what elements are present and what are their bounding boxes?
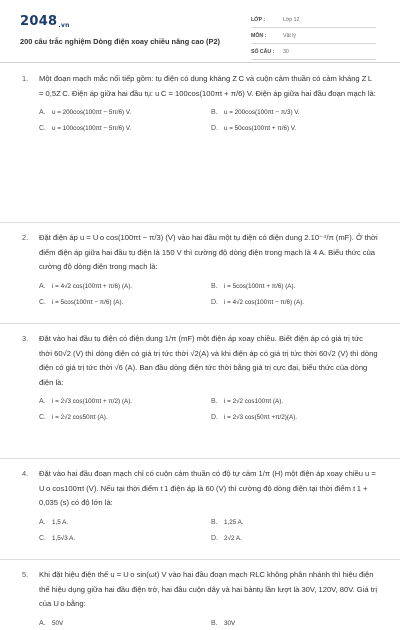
option-letter: D.: [211, 414, 218, 422]
option-text: 1,25 A.: [224, 518, 244, 526]
option-text: i = 4√2 cos(100πt + π/6) (A).: [52, 282, 133, 290]
option-text: 50V: [52, 619, 64, 627]
answer-option[interactable]: [211, 618, 371, 630]
page-header: [0, 0, 400, 63]
meta-value: Lớp 12: [283, 16, 300, 23]
option-text: i = 5cos(100πt + π/6) (A).: [224, 282, 296, 290]
meta-table: [251, 12, 376, 60]
option-text: i = 2√3 cos(100πt + π/2) (A).: [52, 398, 133, 406]
meta-row-count: [251, 44, 376, 60]
site-logo[interactable]: [20, 14, 70, 29]
answer-options: [39, 517, 378, 545]
option-text: i = 2√3 cos(50πt +π/2)(A).: [224, 414, 298, 422]
option-letter: B.: [211, 518, 218, 526]
option-letter: D.: [211, 125, 218, 133]
option-letter: C.: [39, 414, 46, 422]
question-number: 2.: [22, 233, 29, 242]
logo-suffix: .vn: [58, 22, 70, 29]
question-item: [0, 223, 400, 324]
meta-value: 30: [283, 48, 289, 55]
answer-option[interactable]: [211, 123, 371, 135]
answer-option[interactable]: [211, 281, 371, 293]
question-text: Một đoạn mạch mắc nối tiếp gồm: tụ điện có dung kháng Z C và cuộn cảm thuần có cảm kháng Z L = 0,5Z C. Điện áp giữa hai đầu tụ: u C = 100cos(100πt + π/6) V. Điện áp giữa hai đầu đoạn mạch là:: [39, 74, 376, 98]
question-number: 1.: [22, 74, 29, 83]
question-item: [0, 72, 400, 223]
option-text: 30V: [224, 619, 236, 627]
document-title: 200 câu trắc nghiệm Dòng điện xoay chiều nâng cao (P2): [20, 37, 221, 46]
option-text: 2√2 A.: [224, 534, 242, 542]
answer-option[interactable]: [39, 281, 211, 293]
answer-option[interactable]: [211, 412, 371, 424]
answer-option[interactable]: [211, 107, 371, 119]
answer-options: [39, 281, 378, 309]
meta-row-subject: [251, 28, 376, 44]
option-letter: A.: [39, 282, 46, 290]
question-text: Đặt điện áp u = U o cos(100πt − π/3) (V) vào hai đầu một tụ điện có điện dung 2.10⁻⁴/π (mF). Ở thời điểm điện áp giữa hai đầu tụ điện là 150 V thì cường độ dòng điện trong mạch là 4 A. Biểu thức của cường độ dòng điện trong mạch là:: [39, 233, 378, 272]
answer-option[interactable]: [39, 412, 211, 424]
answer-option[interactable]: [39, 107, 211, 119]
answer-option[interactable]: [39, 618, 211, 630]
question-text: Khi đặt hiệu điện thế u = U o sin(ωt) V vào hai đầu đoạn mạch RLC không phân nhánh thì hiệu điện thế hiệu dụng giữa hai đầu điện trở, hai đầu cuộn dây và hai bảntụ lần lượt là 30V, 120V, 80V. Giá trị của U o bằng:: [39, 570, 378, 609]
option-text: u = 200cos(100πt − 5π/6) V.: [52, 109, 132, 117]
answer-options: [39, 618, 378, 630]
question-item: [0, 459, 400, 560]
question-number: 3.: [22, 334, 29, 343]
option-letter: A.: [39, 398, 46, 406]
option-letter: B.: [211, 619, 218, 627]
option-text: i = 5cos(100πt − π/6) (A).: [52, 298, 124, 306]
option-letter: A.: [39, 518, 46, 526]
option-text: 1,5√3 A.: [52, 534, 76, 542]
option-letter: B.: [211, 398, 218, 406]
answer-options: [39, 396, 378, 424]
option-letter: A.: [39, 109, 46, 117]
option-text: u = 100cos(100πt − 5π/6) V.: [52, 125, 132, 133]
option-letter: D.: [211, 534, 218, 542]
option-letter: C.: [39, 298, 46, 306]
option-letter: C.: [39, 125, 46, 133]
question-number: 5.: [22, 570, 29, 579]
question-item: [0, 560, 400, 630]
question-text: Đặt vào hai đầu tụ điện có điện dung 1/π (mF) một điện áp xoay chiều. Biết điện áp có giá trị tức thời 60√2 (V) thì dòng điện có giá trị tức thời √2(A) và khi điện áp có giá trị tức thời 60√2 (V) thì dòng điện có giá trị tức thời √6 (A). Ban đầu dòng điện tức thời bằng giá trị cực đại, biểu thức của dòng điện là:: [39, 334, 378, 387]
meta-row-class: [251, 12, 376, 28]
question-number: 4.: [22, 469, 29, 478]
option-letter: A.: [39, 619, 46, 627]
answer-option[interactable]: [211, 517, 371, 529]
option-text: i = 2√2 cos100πt (A).: [224, 398, 284, 406]
option-letter: D.: [211, 298, 218, 306]
answer-option[interactable]: [39, 297, 211, 309]
option-letter: C.: [39, 534, 46, 542]
answer-option[interactable]: [39, 517, 211, 529]
option-letter: B.: [211, 282, 218, 290]
option-text: i = 4√2 cos(100πt − π/6) (A).: [224, 298, 305, 306]
answer-option[interactable]: [39, 123, 211, 135]
logo-text: 2048: [20, 14, 58, 29]
question-list: [0, 72, 400, 630]
option-text: u = 200cos(100πt − π/3) V.: [224, 109, 300, 117]
option-letter: B.: [211, 109, 218, 117]
answer-option[interactable]: [211, 396, 371, 408]
question-text: Đặt vào hai đầu đoạn mạch chỉ có cuộn cảm thuần có độ tự cảm 1/π (H) một điện áp xoay chiều u = U o cos100πt (V). Nếu tại thời điểm t 1 điện áp là 60 (V) thì cường độ dòng điện tại thời điểm t 1 + 0,035 (s) có độ lớn là:: [39, 469, 376, 508]
question-item: [0, 324, 400, 459]
answer-option[interactable]: [211, 533, 371, 545]
option-text: i = 2√2 cos50πt (A).: [52, 414, 108, 422]
meta-label: SỐ CÂU :: [251, 48, 275, 55]
meta-value: Vật lý: [283, 32, 296, 39]
option-text: u = 50cos(100πt + π/6) V.: [224, 125, 297, 133]
option-text: 1,5 A.: [52, 518, 69, 526]
meta-label: MÔN :: [251, 32, 267, 39]
answer-options: [39, 107, 378, 135]
answer-option[interactable]: [39, 533, 211, 545]
meta-label: LỚP :: [251, 16, 266, 23]
answer-option[interactable]: [39, 396, 211, 408]
answer-option[interactable]: [211, 297, 371, 309]
